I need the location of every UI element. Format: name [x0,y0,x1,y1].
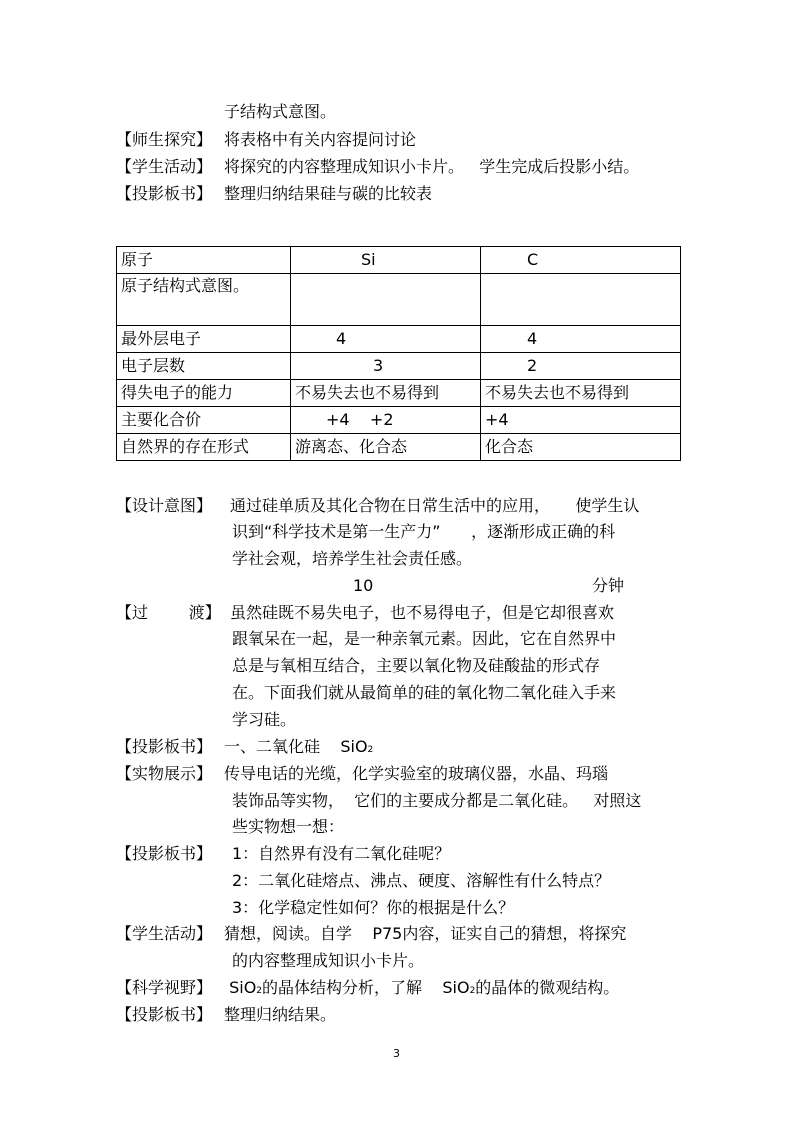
table-cell: +4 +2 [291,407,481,434]
si-c-comparison-table [116,246,681,461]
transition-line: 在。下面我们就从最简单的硅的氧化物二氧化硅入手来 [232,683,617,702]
design-line: 学社会观，培养学生社会责任感。 [232,549,473,568]
design-line: 通过硅单质及其化合物在日常生活中的应用， 使学生认 [230,496,640,515]
table-cell: 游离态、化合态 [291,434,481,461]
design-tag: 【设计意图】 [116,496,213,515]
question-1: 1：自然界有没有二氧化硅呢？ [232,844,451,863]
table-row [117,353,681,380]
question-2: 2：二氧化硅熔点、沸点、硬度、溶解性有什么特点？ [232,871,611,890]
display-line: 传导电话的光缆，化学实验室的玻璃仪器，水晶、玛瑙 [224,764,609,783]
table-cell: 化合态 [481,434,681,461]
projection-text: 整理归纳结果硅与碳的比较表 [224,184,433,203]
transition-line: 跟氧呆在一起，是一种亲氧元素。因此，它在自然界中 [232,629,617,648]
table-row [117,434,681,461]
science-tag: 【科学视野】 [116,978,213,997]
minutes-number: 10 [353,576,374,595]
table-row [117,380,681,407]
table-cell: 主要化合价 [117,407,291,434]
table-cell: 自然界的存在形式 [117,434,291,461]
display-line: 装饰品等实物， 它们的主要成分都是二氧化硅。 对照这 [232,791,642,810]
table-row [117,274,681,326]
page-number: 3 [393,1047,400,1060]
table-cell: 4 [481,326,681,353]
transition-line: 虽然硅既不易失电子，也不易得电子，但是它却很喜欢 [230,603,615,622]
table-cell: 最外层电子 [117,326,291,353]
projection-tag: 【投影板书】 [116,1005,213,1024]
science-part: SiO [224,978,257,997]
question-3: 3：化学稳定性如何？你的根据是什么？ [232,898,515,917]
table-cell [291,274,481,326]
projection-tag: 【投影板书】 [116,844,213,863]
teacher-text: 将表格中有关内容提问讨论 [224,130,417,149]
sio2-heading: 一、二氧化硅 SiO [224,737,368,756]
table-cell: 不易失去也不易得到 [481,380,681,407]
student-tag: 【学生活动】 [116,157,213,176]
student-tag: 【学生活动】 [116,924,213,943]
projection-tag: 【投影板书】 [116,184,213,203]
table-cell: 电子层数 [117,353,291,380]
science-text [224,980,619,999]
header-cell: 原子 [117,247,291,274]
table-cell: +4 [481,407,681,434]
projection-text [224,739,373,758]
teacher-tag: 【师生探究】 [116,130,213,149]
activity-line: 猜想，阅读。自学 P75内容，证实自己的猜想，将探究 [224,924,627,943]
subscript: 2 [256,986,263,996]
student-text: 将探究的内容整理成知识小卡片。 学生完成后投影小结。 [224,157,640,176]
transition-line: 总是与氧相互结合，主要以氧化物及硅酸盐的形式存 [232,656,601,675]
transition-line: 学习硅。 [232,710,297,729]
table-row [117,326,681,353]
transition-tag: 【过 渡】 [116,603,221,622]
subscript: 2 [367,745,374,755]
table-cell [481,274,681,326]
header-cell: Si [291,247,481,274]
table-cell: 不易失去也不易得到 [291,380,481,407]
science-part: 的晶体结构分析，了解 SiO [262,978,470,997]
science-part: 的晶体的微观结构。 [475,978,620,997]
table-cell: 2 [481,353,681,380]
table-cell: 3 [291,353,481,380]
intro-line: 子结构式意图。 [224,102,337,121]
design-line: 识到“科学技术是第一生产力” ，逐渐形成正确的科 [232,522,616,541]
minutes-unit: 分钟 [592,576,625,595]
display-line: 些实物想一想： [232,817,345,836]
table-cell: 4 [291,326,481,353]
table-cell: 原子结构式意图。 [117,274,291,326]
subscript: 2 [469,986,476,996]
table-row [117,407,681,434]
projection-text: 整理归纳结果。 [224,1005,337,1024]
display-tag: 【实物展示】 [116,764,213,783]
table-header-row [117,247,681,274]
table-cell: 得失电子的能力 [117,380,291,407]
activity-line: 的内容整理成知识小卡片。 [232,951,425,970]
header-cell: C [481,247,681,274]
projection-tag: 【投影板书】 [116,737,213,756]
